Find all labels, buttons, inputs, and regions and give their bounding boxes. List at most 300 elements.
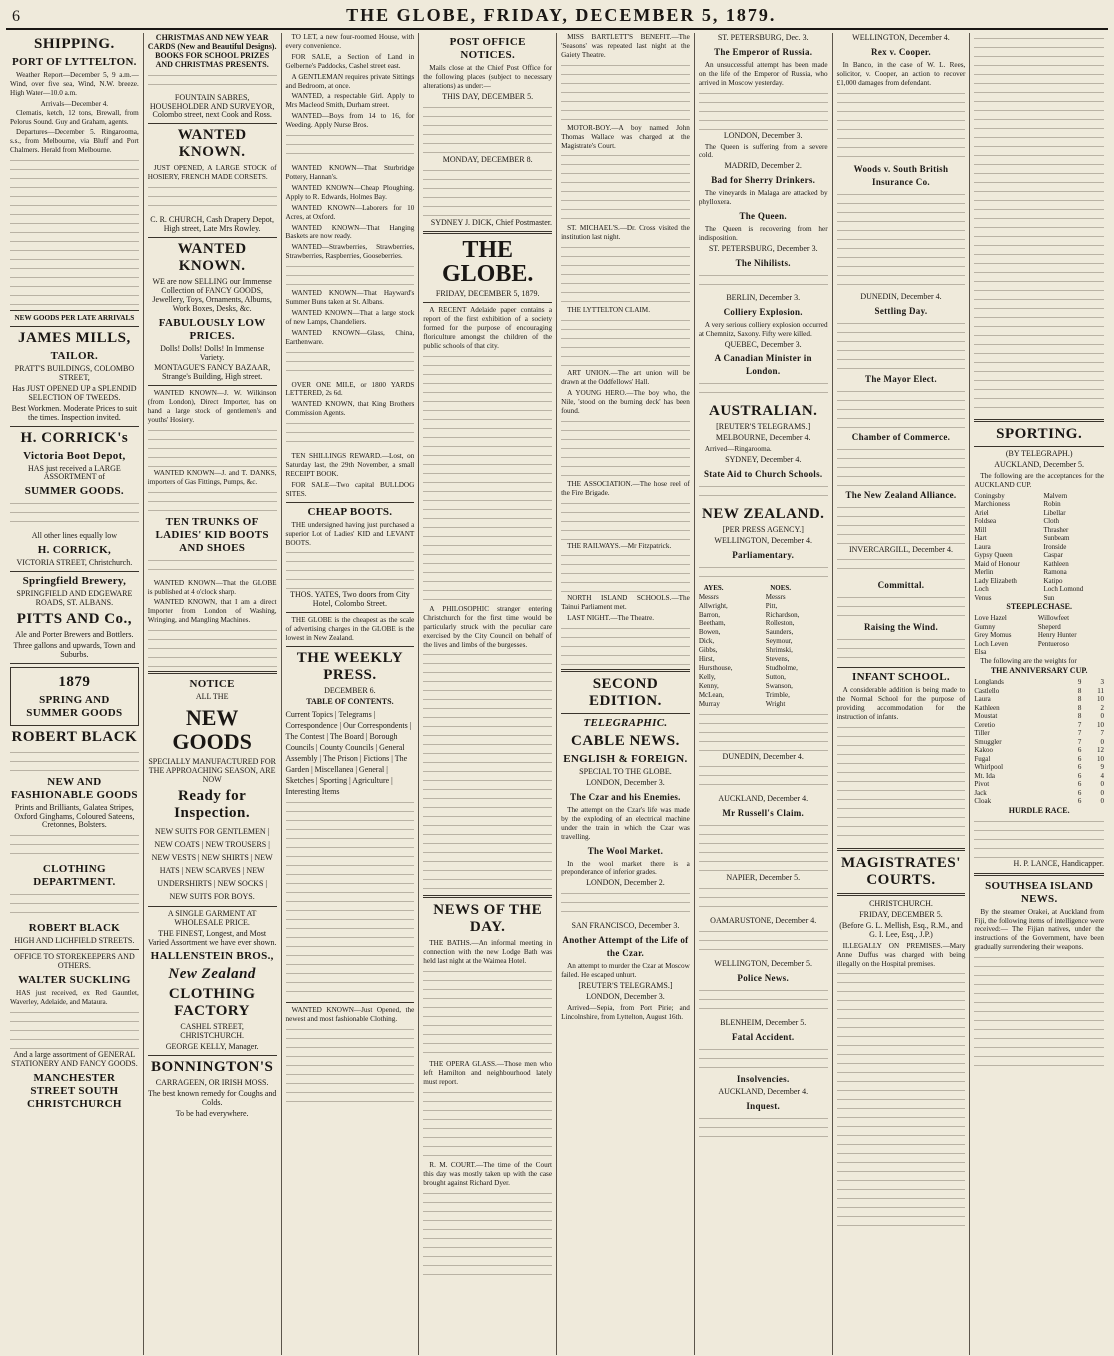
suckling-received: HAS just received, ex Red Gauntlet, Waverley, Adelaide, and Mataura. (10, 989, 139, 1006)
corrick-address: VICTORIA STREET, Christchurch. (16, 558, 133, 568)
noes-list (766, 584, 828, 709)
divider (837, 667, 966, 668)
table-row (974, 678, 1104, 687)
news-court: R. M. COURT.—The time of the Court this day was mostly taken up with the case brought against Richard Dyer. (423, 1160, 553, 1187)
king-brothers: WANTED KNOWN, that King Brothers Commission Agents. (285, 400, 415, 418)
table-cell: Henry Hunter (1037, 631, 1077, 640)
mail-this-day: THIS DAY, DECEMBER 5. (442, 91, 534, 101)
insolvencies-heading: Insolvencies. (736, 1073, 790, 1084)
body-text-block (837, 90, 966, 160)
irish-moss: CARRAGEEN, OR IRISH MOSS. (155, 1078, 269, 1088)
table-cell: Sheperd (1037, 622, 1061, 631)
divider (974, 873, 1104, 876)
emperor-heading: The Emperor of Russia. (714, 46, 813, 57)
table-cell: Ceretio (974, 720, 995, 729)
table-cell: 2 (1100, 703, 1104, 712)
table-row (974, 517, 1104, 526)
magistrates-heading: MAGISTRATES' COURTS. (841, 855, 961, 889)
body-text-block (837, 594, 966, 618)
auckland-dateline: AUCKLAND, December 4. (718, 794, 809, 804)
table-row (974, 631, 1104, 640)
table-cell: Maid of Honour (974, 559, 1020, 568)
table-cell: Libellar (1043, 508, 1066, 517)
nihilists-heading: The Nihilists. (735, 257, 791, 268)
table-cell: Castlello (974, 686, 1000, 695)
infant-school-heading: INFANT SCHOOL. (852, 671, 950, 684)
body-text-block (699, 885, 828, 915)
divider (561, 669, 690, 672)
table-cell: 8 (1077, 686, 1082, 695)
everywhere: To be had everywhere. (175, 1108, 249, 1118)
table-row (974, 687, 1104, 696)
suckling-address: MANCHESTER STREET SOUTH CHRISTCHURCH (27, 1071, 122, 1110)
brewery-address: SPRINGFIELD AND EDGEWARE ROADS, ST. ALBANS. (16, 589, 133, 608)
table-cell: Hart (974, 534, 987, 543)
body-text-block (423, 167, 552, 217)
table-cell: Ironside (1043, 542, 1067, 551)
dunedin-dateline: DUNEDIN, December 4. (860, 291, 942, 301)
black-signature: ROBERT BLACK (28, 922, 121, 935)
table-cell: Foldsea (974, 517, 997, 526)
table-cell: Tiller (974, 729, 990, 738)
advertising-scale: THE GLOBE is the cheapest as the scale of advertising charges in the GLOBE is the lowest in New Zealand. (285, 616, 415, 643)
divider (148, 671, 277, 674)
table-cell: Coningsby (974, 491, 1005, 500)
body-text-block (837, 504, 966, 544)
table-cell: Laura (974, 542, 991, 551)
sydney-dateline: SYDNEY, December 4. (725, 455, 802, 465)
table-cell: Malvern (1043, 491, 1068, 500)
table-cell: 3 (1100, 678, 1104, 687)
news-st-michaels: ST. MICHAEL'S.—Dr. Cross visited the institution last night. (561, 224, 690, 242)
body-text-block (286, 420, 415, 450)
body-text-block (423, 1190, 552, 1280)
danks-ad: WANTED KNOWN—J. and T. DANKS, importers of Gas Fittings, Pumps, &c. (147, 468, 277, 486)
yates-signature: THOS. YATES, Two doors from City Hotel, Colombo Street. (290, 590, 410, 609)
black-goods: NEW AND FASHIONABLE GOODS (10, 775, 138, 801)
state-aid-heading: State Aid to Church Schools. (703, 469, 823, 480)
rex-heading: Rex v. Cooper. (871, 46, 931, 57)
table-row (974, 695, 1104, 704)
hallenstein-manager: GEORGE KELLY, Manager. (165, 1042, 259, 1052)
news-art-union: ART UNION.—The art union will be drawn at the Oddfellows' Hall. (561, 369, 690, 387)
wellington-dateline: WELLINGTON, December 4. (714, 535, 812, 545)
finest-assortment: THE FINEST, Longest, and Most Varied Assortment we have ever shown. (147, 928, 277, 947)
table-cell: Merlin (974, 568, 994, 577)
body-text-block (561, 62, 690, 122)
alliance-heading: The New Zealand Alliance. (845, 489, 957, 500)
body-text-block (10, 500, 139, 530)
body-text-block (10, 749, 139, 773)
court-date: FRIDAY, DECEMBER 5. (859, 909, 943, 919)
london-dateline-3: LONDON, December 3. (586, 991, 665, 1001)
london-dateline-2: LONDON, December 2. (586, 878, 665, 888)
emperor-text: An unsuccessful attempt has been made on the life of the Emperor of Russia, who arrived in Moscow yesterday. (698, 60, 828, 87)
canadian-heading: A Canadian Minister in London. (714, 353, 812, 377)
body-text-block (837, 320, 966, 370)
bonnington-name: BONNINGTON'S (150, 1059, 274, 1076)
body-text-block (561, 890, 690, 920)
table-row (974, 492, 1104, 501)
table-cell: 8 (1077, 695, 1082, 704)
gentleman-sittings: A GENTLEMAN requires private Sittings and Bedroom, at once. (285, 72, 415, 90)
divider (10, 571, 139, 572)
table-cell: Mt. Ida (974, 771, 995, 780)
table-row (974, 640, 1104, 649)
table-row (974, 772, 1104, 781)
news-baths: THE BATHS.—An informal meeting in connection with the new Lodge Bath was held last night at the Waimea Hotel. (423, 939, 553, 966)
column-8 (970, 33, 1108, 1355)
body-text-block (699, 822, 828, 872)
table-cell: Caspar (1043, 551, 1063, 560)
clothing-dept: CLOTHING DEPARTMENT. (33, 863, 116, 889)
column-4 (419, 33, 557, 1355)
wellington-dateline-2: WELLINGTON, December 5. (714, 959, 812, 969)
body-text-block (974, 954, 1104, 1074)
infant-school-text: A considerable addition is being made to the Normal School for the purpose of providing accommodation for the instruction of infants. (836, 686, 966, 722)
mills-address: PRATT'S BUILDINGS, COLOMBO STREET, (14, 364, 135, 382)
wanted-boys: WANTED—Boys from 14 to 16, for Weeding. Apply Nurse Bros. (285, 112, 415, 130)
table-cell: Loch Lomond (1043, 585, 1084, 594)
new-zealand-label: New Zealand (168, 966, 256, 983)
queen-heading: The Queen. (739, 211, 787, 222)
toc-items: Current Topics | Telegrams | Correspondence | Our Correspondents | The Contest | The Board | Borough Councils | County Councils | General Assembly | The Prison | Fictions | The Garden | Miscellanea | General | Sketches | Sporting | Agriculture | Interesting Items (285, 709, 412, 796)
year-label: 1879 (58, 673, 91, 690)
trunks-ad: TEN TRUNKS OF LADIES' KID BOOTS AND SHOES (155, 515, 269, 554)
laborers-ad: WANTED KNOWN—Laborers for 10 Acres, at Oxford. (285, 203, 415, 221)
noes-heading: NOES. (770, 583, 792, 592)
mile-yards: OVER ONE MILE, or 1800 YARDS LETTERED, 2s 6d. (285, 380, 415, 398)
table-cell: Ramona (1043, 568, 1067, 577)
table-row (974, 534, 1104, 543)
mills-selection: Has JUST OPENED UP a SPLENDID SELECTION OF TWEEDS. (12, 383, 137, 402)
quebec-dateline: QUEBEC, December 3. (724, 339, 802, 349)
melbourne-arrived: Arrived—Ringarooma. (704, 445, 772, 454)
body-text-block (837, 191, 966, 291)
summer-goods: SUMMER GOODS. (24, 485, 124, 498)
news-benefit: MISS BARTLETT'S BENEFIT.—The 'Seasons' was repeated last night at the Gaiety Theatre. (561, 33, 690, 59)
body-text-block (561, 244, 690, 304)
new-goods-heading: NEW GOODS PER LATE ARRIVALS (14, 314, 135, 323)
table-cell: 6 (1077, 788, 1082, 797)
table-row (974, 509, 1104, 518)
table-row (974, 712, 1104, 721)
coughs-remedy: The best known remedy for Coughs and Colds. (147, 1089, 277, 1107)
ayes-heading: AYES. (703, 583, 724, 592)
english-foreign: ENGLISH & FOREIGN. (563, 753, 688, 766)
table-cell: 10 (1096, 695, 1104, 704)
table-cell: 12 (1096, 746, 1104, 755)
hallenstein-address: CASHEL STREET, CHRISTCHURCH. (180, 1022, 245, 1041)
table-row (974, 614, 1104, 623)
news-opera: THE OPERA GLASS.—Those men who left Hamilton and neighbourhood lately must report. (423, 1060, 553, 1086)
globe-date: FRIDAY, DECEMBER 5, 1879. (435, 289, 540, 299)
table-cell: 7 (1077, 729, 1082, 738)
divider (286, 502, 415, 503)
committal-heading: Committal. (877, 580, 925, 591)
column-6 (695, 33, 833, 1355)
cable-news: CABLE NEWS. (571, 733, 680, 750)
church-drapery: C. R. CHURCH, Cash Drapery Depot, High street, Late Mrs Rowley. (150, 215, 275, 234)
body-text-block (423, 104, 552, 154)
table-cell: Lady Elizabeth (974, 576, 1017, 585)
body-text-block (10, 832, 139, 860)
table-cell: 10 (1096, 754, 1104, 763)
another-attempt-heading: Another Attempt of the Life of the Czar. (562, 935, 689, 959)
ready-for-inspection: Ready for Inspection. (174, 787, 251, 821)
divider (423, 231, 552, 234)
table-row (974, 789, 1104, 798)
wanted-girl: WANTED, a respectable Girl. Apply to Mrs Macleod Smith, Durham street. (285, 92, 415, 110)
table-cell (1038, 648, 1104, 657)
black-address: HIGH AND LICHFIELD STREETS. (14, 936, 135, 946)
divider (974, 446, 1104, 447)
single-garment: A SINGLE GARMENT AT WHOLESALE PRICE. (167, 908, 257, 927)
table-row (974, 746, 1104, 755)
weights-intro: The following are the weights for (980, 656, 1077, 665)
christchurch-label: CHRISTCHURCH. (869, 899, 933, 909)
table-cell: Elsa (974, 648, 987, 657)
body-text-block (561, 625, 690, 665)
weather-report: Weather Report—December 5, 9 a.m.—Wind, over five sea, Wind, N.W. breeze. High Water—10.0 a.m. (10, 71, 139, 97)
table-row (974, 577, 1104, 586)
news-association: THE ASSOCIATION.—The hose reel of the Fire Brigade. (561, 479, 690, 497)
black-items: Prints and Brilliants, Galatea Stripes, Oxford Ginghams, Coloured Sateens, Cretonnes, Bolsters. (14, 802, 135, 830)
table-cell: Smuggler (974, 737, 1002, 746)
table-cell: Thrasher (1043, 525, 1069, 534)
body-text-block (561, 152, 690, 222)
queen-cold: The Queen is suffering from a severe cold. (698, 142, 828, 160)
divider (10, 310, 139, 311)
divider (10, 663, 139, 664)
body-text-block (286, 799, 415, 999)
table-cell: 9 (1100, 763, 1104, 772)
divider (837, 848, 966, 851)
body-text-block (699, 987, 828, 1017)
columns (6, 33, 1108, 1355)
body-text-block (699, 90, 828, 130)
corrick-depot: Victoria Boot Depot, (23, 449, 126, 462)
auckland-dateline: AUCKLAND, December 5. (994, 459, 1085, 469)
brewery-name: Springfield Brewery, (22, 575, 127, 588)
column-7 (833, 33, 971, 1355)
table-cell: Gumny (974, 622, 996, 631)
body-text-block (699, 763, 828, 793)
ayes-list (699, 584, 761, 709)
hurdle-heading: HURDLE RACE. (1008, 805, 1070, 815)
sf-dateline: SAN FRANCISCO, December 3. (571, 921, 680, 931)
divider (148, 1055, 277, 1056)
divider (286, 612, 415, 613)
page-number: 6 (12, 8, 21, 25)
pottery-ad: WANTED KNOWN—That Sturbridge Pottery, Hannan's. (285, 164, 415, 181)
table-cell: Sun (1043, 593, 1055, 602)
court-text: ILLEGALLY ON PREMISES.—Mary Anne Duffus was charged with being illegally on the Hospital premises. (836, 941, 966, 968)
table-cell: 7 (1077, 737, 1082, 746)
table-cell: Love Hazel (974, 614, 1007, 623)
table-cell: 0 (1100, 780, 1104, 789)
ayes-names: Messrs Allwright, Barron, Beetham, Bowen, Dick, Gibbs, Hirst, Hursthouse, Kelly, Kenny, McLean, Murray (698, 592, 733, 708)
table-cell: 7 (1077, 720, 1082, 729)
body-text-block (561, 418, 690, 478)
body-text-block (148, 72, 277, 92)
body-text-block (286, 349, 415, 379)
table-cell: Jack (974, 788, 987, 797)
black-name: ROBERT BLACK (11, 728, 138, 745)
spring-summer-label: SPRING AND SUMMER GOODS (26, 693, 123, 719)
table-cell: Loch (974, 585, 989, 594)
table-cell: Willowfeet (1037, 614, 1070, 623)
telegraphic: TELEGRAPHIC. (583, 717, 668, 730)
new-zealand-heading: NEW ZEALAND. (702, 506, 825, 523)
table-row (974, 500, 1104, 509)
commerce-heading: Chamber of Commerce. (851, 431, 951, 442)
low-prices: FABULOUSLY LOW PRICES. (158, 316, 266, 342)
wanted-known-heading: WANTED KNOWN. (177, 240, 247, 274)
table-cell: 6 (1077, 763, 1082, 772)
mills-name: JAMES MILLS, (18, 330, 131, 347)
body-text-block (699, 1115, 828, 1145)
hallenstein-name: HALLENSTEIN BROS., (150, 950, 274, 963)
corrick-other-lines: All other lines equally low (31, 531, 118, 541)
telegraph-tag: (BY TELEGRAPH.) (1005, 449, 1073, 458)
body-text-block (10, 157, 139, 307)
reuter-tag: [REUTER'S TELEGRAMS.] (578, 981, 673, 990)
table-cell: Marchioness (974, 500, 1011, 509)
table-row (974, 568, 1104, 577)
court-bench: (Before G. L. Mellish, Esq., R.M., and G. I. Lee, Esq., J.P.) (839, 920, 963, 939)
cup-acceptances-table (974, 492, 1104, 603)
table-row (974, 623, 1104, 632)
body-text-block (423, 968, 552, 1058)
body-text-block (148, 557, 277, 577)
australian-heading: AUSTRALIAN. (708, 403, 818, 420)
column-3 (282, 33, 420, 1355)
table-cell: 8 (1077, 712, 1082, 721)
wellington-dateline: WELLINGTON, December 4. (852, 33, 950, 42)
rex-text: In Banco, in the case of W. L. Rees, solicitor, v. Cooper, an action to recover £1,000 damages from defendant. (836, 60, 966, 87)
sherry-text: The vineyards in Malaga are attacked by phylloxera. (698, 189, 828, 207)
body-text-block (837, 636, 966, 664)
new-goods-heading: NEW GOODS (172, 705, 252, 755)
insurance-heading: Woods v. South British Insurance Co. (853, 163, 949, 187)
table-cell: 6 (1077, 746, 1082, 755)
body-text-block (286, 549, 415, 589)
divider (148, 123, 277, 124)
clothing-ad: WANTED KNOWN—Just Opened, the newest and most fashionable Clothing. (285, 1005, 415, 1023)
table-cell: Kathleen (1043, 559, 1069, 568)
montague-bazaar: MONTAGUE'S FANCY BAZAAR, Strange's Building, High street. (154, 363, 271, 382)
globe-masthead: THE GLOBE. (442, 237, 534, 288)
body-text-block (423, 353, 552, 603)
table-row (974, 780, 1104, 789)
table-cell: 7 (1100, 729, 1104, 738)
news-schools: NORTH ISLAND SCHOOLS.—The Tainui Parliament met. (561, 594, 690, 612)
divider (286, 1002, 415, 1003)
fatal-heading: Fatal Accident. (731, 1031, 795, 1042)
table-cell: Robin (1043, 500, 1061, 509)
russell-heading: Mr Russell's Claim. (722, 808, 805, 819)
divider (148, 237, 277, 238)
suckling-name: WALTER SUCKLING (18, 974, 131, 987)
body-text-block (423, 651, 552, 891)
table-cell: Laura (974, 695, 991, 704)
page-title: THE GLOBE, FRIDAY, DECEMBER 5, 1879. (346, 5, 777, 25)
body-text-block (974, 818, 1104, 858)
colliery-heading: Colliery Explosion. (723, 306, 803, 317)
body-text-block (699, 1046, 828, 1070)
body-text-block (561, 500, 690, 540)
melbourne-dateline: MELBOURNE, December 4. (715, 433, 811, 443)
column-5 (557, 33, 695, 1355)
body-text-block (561, 552, 690, 592)
body-text-block (699, 564, 828, 582)
table-cell: Kathleen (974, 703, 1000, 712)
corrick-signature: H. CORRICK, (37, 544, 112, 557)
steeplechase-table (974, 614, 1104, 657)
divider (423, 302, 552, 303)
table-cell: Grey Momus (974, 631, 1012, 640)
table-row (974, 763, 1104, 772)
china-ad: WANTED KNOWN—Glass, China, Earthenware. (285, 328, 415, 346)
mills-prices: Best Workmen. Moderate Prices to suit the times. Inspection invited. (11, 403, 138, 422)
dunedin-dateline: DUNEDIN, December 4. (722, 751, 804, 761)
settling-heading: Settling Day. (874, 305, 928, 316)
postmaster-signature: SYDNEY J. DICK, Chief Postmaster. (430, 217, 553, 227)
pitts-trade: Ale and Porter Brewers and Bottlers. (15, 629, 134, 639)
column-1 (6, 33, 144, 1355)
leader-floriculture: A RECENT Adelaide paper contains a report of the first exhibition of a society formed for the purpose of encouraging floriculture amongst the children of the public schools of that city. (423, 306, 553, 350)
weights-table (974, 678, 1104, 806)
anniversary-cup-heading: THE ANNIVERSARY CUP. (990, 666, 1088, 676)
divider (10, 326, 139, 327)
blenheim-dateline: BLENHEIM, December 5. (720, 1018, 807, 1028)
clothing-factory: CLOTHING FACTORY (168, 986, 256, 1020)
column-2 (144, 33, 282, 1355)
divider (423, 895, 552, 898)
table-row (974, 585, 1104, 594)
press-agency-tag: [PER PRESS AGENCY.] (722, 525, 804, 535)
table-row (974, 704, 1104, 713)
table-cell: 10 (1096, 720, 1104, 729)
body-text-block (286, 263, 415, 287)
table-row (974, 543, 1104, 552)
stp-dateline: ST. PETERSBURG, Dec. 3. (717, 33, 809, 42)
xmas-cards: CHRISTMAS AND NEW YEAR CARDS (New and Beautiful Designs). BOOKS FOR SCHOOL PRIZES AND CHRISTMAS PRESENTS. (147, 33, 277, 69)
table-cell: 9 (1077, 678, 1082, 687)
spring-summer-box (10, 667, 139, 726)
london-dateline: LONDON, December 3. (723, 130, 803, 140)
handicapper-signature: H. P. LANCE, Handicapper. (1013, 858, 1104, 868)
wanted-known-heading: WANTED KNOWN. (177, 127, 247, 161)
body-text-block (10, 891, 139, 919)
news-theatre: LAST NIGHT.—The Theatre. (567, 614, 655, 623)
special-to-globe: SPECIAL TO THE GLOBE. (579, 767, 672, 777)
buns-ad: WANTED KNOWN—That Hayward's Summer Buns taken at St. Albans. (285, 289, 415, 307)
table-cell: 4 (1100, 771, 1104, 780)
hosiery-ad: JUST OPENED, A LARGE STOCK of HOSIERY, FRENCH MADE CORSETS. (147, 164, 277, 182)
table-cell: Katipo (1043, 576, 1063, 585)
body-text-block (423, 1089, 552, 1159)
madrid-dateline: MADRID, December 2. (724, 161, 802, 171)
pitts-name: PITTS AND Co., (16, 610, 133, 627)
for-sale-land: FOR SALE, a Section of Land in Gelberne's Paddocks, Cashel street east. (285, 52, 415, 70)
strawberries-ad: WANTED—Strawberries, Strawberries, Strawberries, Raspberries, Gooseberries. (285, 243, 415, 261)
body-text-block (699, 380, 828, 400)
divider (10, 426, 139, 427)
table-row (974, 738, 1104, 747)
table-row (974, 560, 1104, 569)
